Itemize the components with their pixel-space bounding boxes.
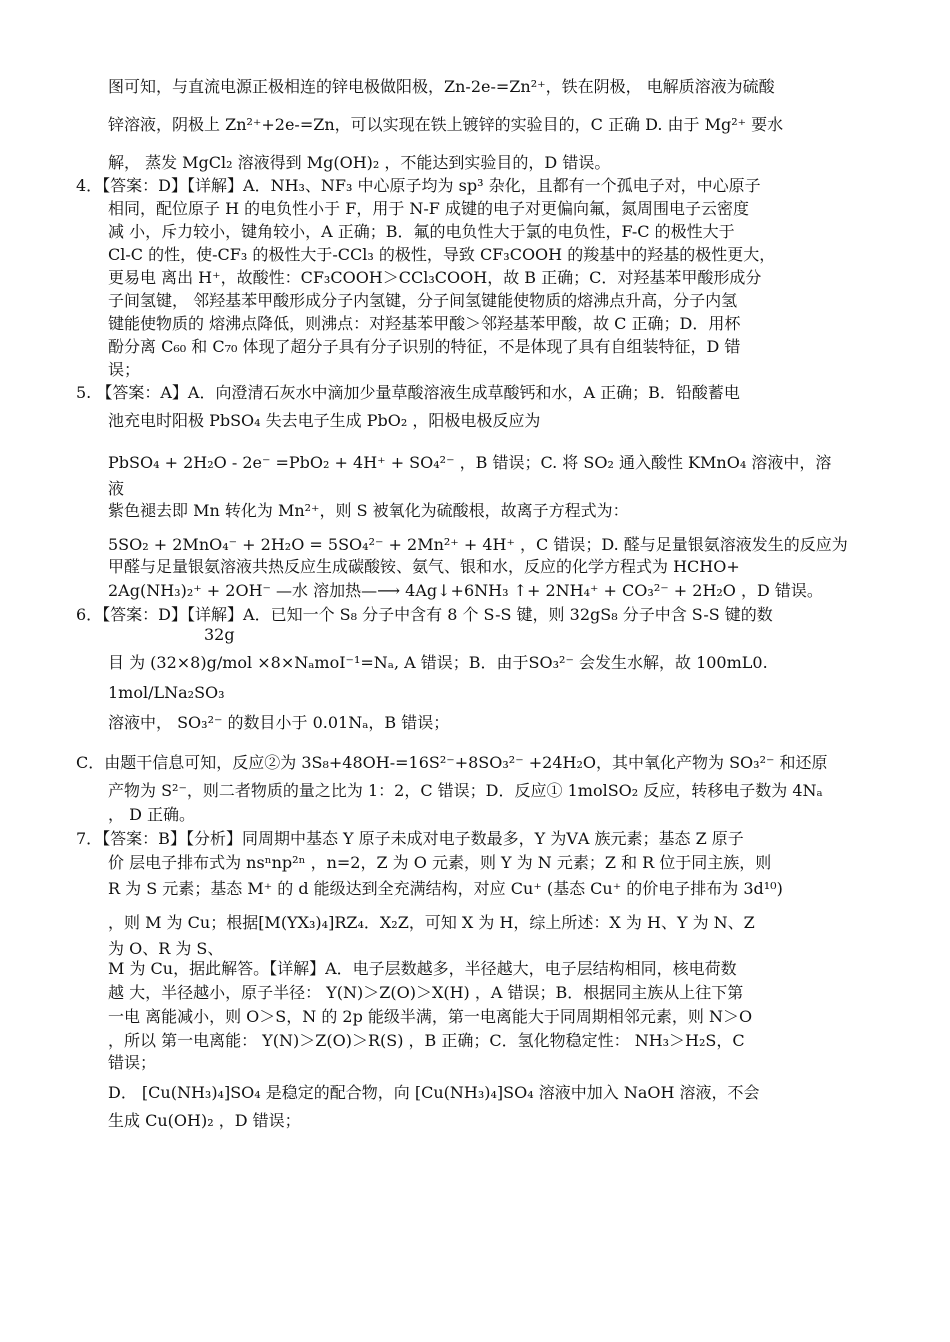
text-line: 图可知，与直流电源正极相连的锌电极做阳极，Zn-2e-=Zn²⁺，铁在阴极， 电解质溶液为硫酸 (108, 77, 775, 96)
q6-line: ， D 正确。 (108, 805, 196, 824)
q5-line: 甲醛与足量银氨溶液共热反应生成碳酸铵、氨气、银和水，反应的化学方程式为 HCHO+ (108, 557, 740, 576)
q7-line: 生成 Cu(OH)₂ ，D 错误； (108, 1111, 301, 1130)
q7-line: R 为 S 元素；基态 M⁺ 的 d 能级达到全充满结构，对应 Cu⁺ (基态 Cu⁺ 的价电子排布为 3d¹⁰) (108, 879, 783, 898)
q4-line: 相同，配位原子 H 的电负性小于 F，用于 N-F 成键的电子对更偏向氟，氮周围电子云密度 (108, 199, 749, 218)
q5-line: 池充电时阳极 PbSO₄ 失去电子生成 PbO₂ ，阳极电极反应为 (108, 411, 541, 430)
q5-line: 5SO₂ + 2MnO₄⁻ + 2H₂O = 5SO₄²⁻ + 2Mn²⁺ + 4H⁺ ，C 错误；D. 醛与足量银氨溶液发生的反应为 (108, 535, 848, 554)
q5-line: 紫色褪去即 Mn 转化为 Mn²⁺，则 S 被氧化为硫酸根，故离子方程式为： (108, 501, 629, 520)
q4-line: Cl-C 的性，使-CF₃ 的极性大于-CCl₃ 的极性，导致 CF₃COOH 的羧基中的羟基的极性更大， (108, 245, 776, 264)
q4-line: 子间氢键， 邻羟基苯甲酸形成分子内氢键，分子间氢键能使物质的熔沸点升高，分子内氢 (108, 291, 738, 310)
q7-line: 7．【答案：B】【分析】同周期中基态 Y 原子未成对电子数最多，Y 为ⅤA 族元素；基态 Z 原子 (76, 829, 744, 848)
q5-line: 5. 【答案：A】A．向澄清石灰水中滴加少量草酸溶液生成草酸钙和水，A 正确；B．铅酸蓄电 (76, 383, 740, 402)
q6-line: 产物为 S²⁻，则二者物质的量之比为 1：2，C 错误；D．反应① 1molSO₂ 反应，转移电子数为 4Nₐ (108, 781, 823, 800)
q4-line: 酚分离 C₆₀ 和 C₇₀ 体现了超分子具有分子识别的特征，不是体现了具有自组装特征，D 错 (108, 337, 741, 356)
q6-line: 6．【答案：D】【详解】A．已知一个 S₈ 分子中含有 8 个 S-S 键，则 32gS₈ 分子中含 S-S 键的数 (76, 605, 773, 624)
text-line: 解， 蒸发 MgCl₂ 溶液得到 Mg(OH)₂ ，不能达到实验目的，D 错误。 (108, 153, 611, 172)
q7-line: ，所以 第一电离能： Y(N)＞Z(O)＞R(S) ，B 正确；C．氢化物稳定性： NH₃＞H₂S，C (108, 1031, 745, 1050)
q7-line: M 为 Cu，据此解答。【详解】A．电子层数越多，半径越大，电子层结构相同，核电荷数 (108, 959, 737, 978)
q7-line: 一电 离能减小，则 O＞S，N 的 2p 能级半满，第一电离能大于同周期相邻元素，则 N＞O (108, 1007, 753, 1026)
q7-line: ，则 M 为 Cu；根据[M(YX₃)₄]RZ₄．X₂Z，可知 X 为 H，综上所述：X 为 H、Y 为 N、Z (108, 913, 755, 932)
q7-line: 越 大，半径越小，原子半径： Y(N)＞Z(O)＞X(H) ，A 错误；B．根据同主族从上往下第 (108, 983, 744, 1002)
q7-line: 错误； (108, 1053, 157, 1072)
q7-line: 为 O、R 为 S、 (108, 939, 224, 958)
q4-line: 更易电 离出 H⁺，故酸性：CF₃COOH＞CCl₃COOH，故 B 正确；C．对羟基苯甲酸形成分 (108, 268, 762, 287)
q7-line: D． [Cu(NH₃)₄]SO₄ 是稳定的配合物，向 [Cu(NH₃)₄]SO₄ 溶液中加入 NaOH 溶液，不会 (108, 1083, 760, 1102)
q6-line: 目 为 (32×8)g/mol ×8×NₐmoI⁻¹=Nₐ, A 错误；B．由于SO₃²⁻ 会发生水解，故 100mL0. (108, 653, 768, 672)
text-line: 锌溶液，阴极上 Zn²⁺+2e-=Zn，可以实现在铁上镀锌的实验目的，C 正确 D. 由于 Mg²⁺ 要水 (108, 115, 784, 134)
q4-line: 误； (108, 360, 141, 379)
q5-line: 2Ag(NH₃)₂⁺ + 2OH⁻ —水 溶加热—⟶ 4Ag↓+6NH₃ ↑+ 2NH₄⁺ + CO₃²⁻ + 2H₂O ，D 错误。 (108, 581, 823, 600)
q4-line: 4．【答案：D】【详解】A．NH₃、NF₃ 中心原子均为 sp³ 杂化，且都有一个孤电子对，中心原子 (76, 176, 761, 195)
q6-line: 溶液中， SO₃²⁻ 的数目小于 0.01Nₐ，B 错误； (108, 713, 450, 732)
q5-line: PbSO₄ + 2H₂O - 2e⁻ =PbO₂ + 4H⁺ + SO₄²⁻ ，B 错误；C. 将 SO₂ 通入酸性 KMnO₄ 溶液中，溶 (108, 453, 832, 472)
q7-line: 价 层电子排布式为 nsⁿnp²ⁿ ，n=2，Z 为 O 元素，则 Y 为 N 元素；Z 和 R 位于同主族，则 (108, 853, 772, 872)
q4-line: 减 小，斥力较小，键角较小，A 正确；B．氟的电负性大于氯的电负性，F-C 的极性大于 (108, 222, 735, 241)
q6-fraction-numerator: 32g (204, 625, 235, 644)
q6-line: C．由题干信息可知，反应②为 3S₈+48OH-=16S²⁻+8SO₃²⁻ +24H₂O，其中氧化产物为 SO₃²⁻ 和还原 (76, 753, 828, 772)
q6-line: 1mol/LNa₂SO₃ (108, 683, 225, 702)
q5-line: 液 (108, 479, 125, 498)
q4-line: 键能使物质的 熔沸点降低，则沸点：对羟基苯甲酸＞邻羟基苯甲酸，故 C 正确；D．用杯 (108, 314, 741, 333)
